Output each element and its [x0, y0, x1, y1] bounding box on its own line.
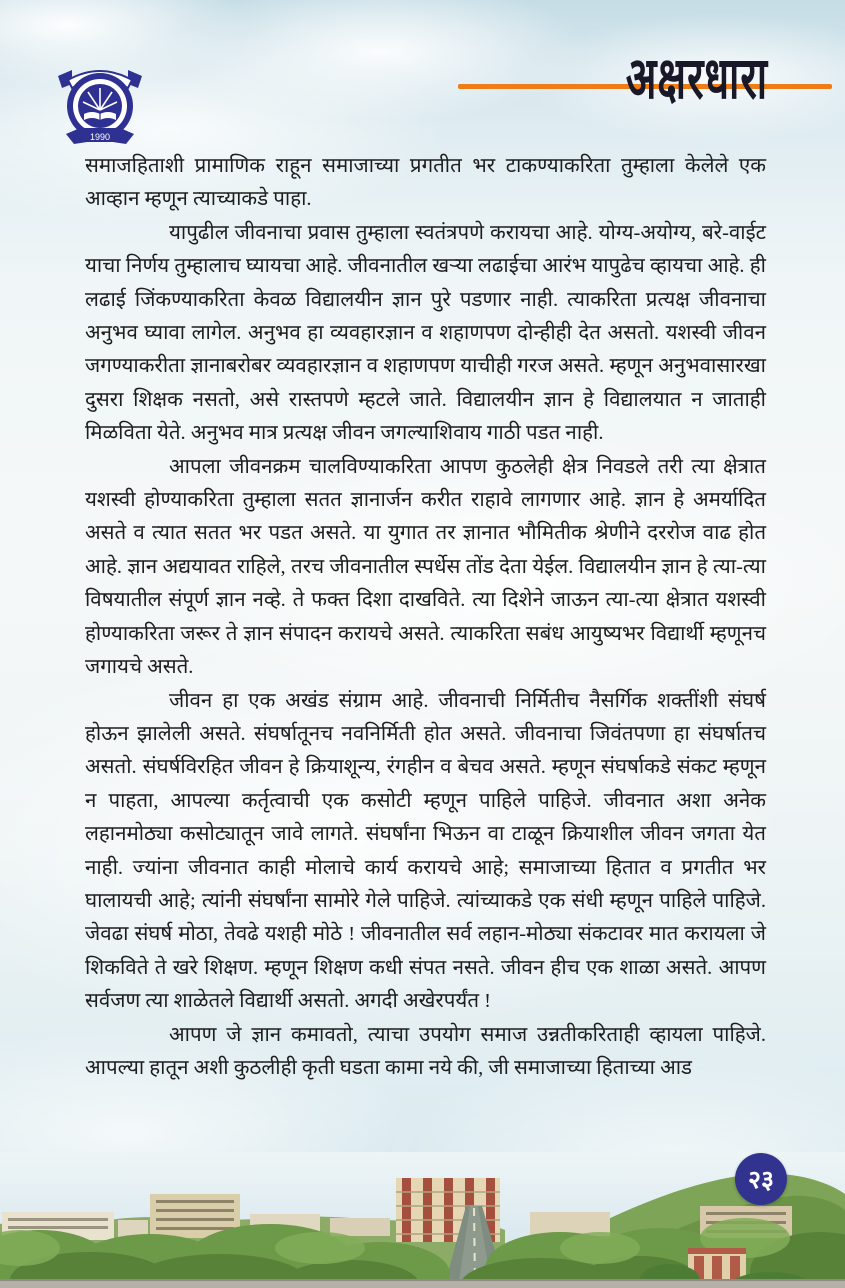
university-emblem-icon: [56, 58, 144, 152]
paragraph: समाजहिताशी प्रामाणिक राहून समाजाच्या प्रगतीत भर टाकण्याकरिता तुम्हाला केलेले एक आव्हान म्हणून त्याच्याकडे पाहा.: [85, 155, 766, 211]
university-logo: [56, 58, 144, 152]
magazine-title: अक्षरधारा: [625, 45, 769, 111]
paragraph: आपला जीवनक्रम चालविण्याकरिता आपण कुठलेही क्षेत्र निवडले तरी त्या क्षेत्रात यशस्वी होण्याकरिता तुम्हाला सतत ज्ञानार्जन करीत राहावे लागणार आहे. ज्ञान हे अमर्यादित असते व त्यात सतत भर पडत असते. या युगात तर ज्ञानात भौमितीक श्रेणीने दररोज वाढ होत आहे. ज्ञान अद्ययावत राहिले, तरच जीवनातील स्पर्धेस तोंड देता येईल. विद्यालयीन ज्ञान हे त्या-त्या विषयातील संपूर्ण ज्ञान नव्हे. ते फक्त दिशा दाखविते. त्या दिशेने जाऊन त्या-त्या क्षेत्रात यशस्वी होण्याकरिता जरूर ते ज्ञान संपादन करायचे असते. त्याकरिता सबंध आयुष्यभर विद्यार्थी म्हणूनच जगायचे असते.: [85, 455, 766, 679]
paragraph: यापुढील जीवनाचा प्रवास तुम्हाला स्वतंत्रपणे करायचा आहे. योग्य-अयोग्य, बरे-वाईट याचा निर्णय तुम्हालाच घ्यायचा आहे. जीवनातील खऱ्या लढाईचा आरंभ यापुढेच व्हायचा आहे. ही लढाई जिंकण्याकरिता केवळ विद्यालयीन ज्ञान पुरे पडणार नाही. त्याकरिता प्रत्यक्ष जीवनाचा अनुभव घ्यावा लागेल. अनुभव हा व्यवहारज्ञान व शहाणपण दोन्हीही देत असतो. यशस्वी जीवन जगण्याकरीता ज्ञानाबरोबर व्यवहारज्ञान व शहाणपण याचीही गरज असते. म्हणून अनुभवासारखा दुसरा शिक्षक नसतो, असे रास्तपणे म्हटले जाते. विद्यालयीन ज्ञान हे विद्यालयात न जाताही मिळविता येते. अनुभव मात्र प्रत्यक्ष जीवन जगल्याशिवाय गाठी पडत नाही.: [85, 221, 766, 445]
campus-photo: [0, 1152, 845, 1288]
logo-year: 1990: [89, 132, 111, 142]
article-text: [85, 150, 766, 1085]
paragraph: जीवन हा एक अखंड संग्राम आहे. जीवनाची निर्मितीच नैसर्गिक शक्तींशी संघर्ष होऊन झालेली असते. संघर्षातूनच नवनिर्मिती होत असते. जीवनाचा जिवंतपणा हा संघर्षातच असतो. संघर्षविरहित जीवन हे क्रियाशून्य, रंगहीन व बेचव असते. म्हणून संघर्षाकडे संकट म्हणून न पाहता, आपल्या कर्तृत्वाची एक कसोटी म्हणून पाहिले पाहिजे. जीवनात अशा अनेक लहानमोठ्या कसोट्यातून जावे लागते. संघर्षांना भिऊन वा टाळून क्रियाशील जीवन जगता येत नाही. ज्यांना जीवनात काही मोलाचे कार्य करायचे आहे; समाजाच्या हितात व प्रगतीत भर घालायची आहे; त्यांनी संघर्षांना सामोरे गेले पाहिजे. त्यांच्याकडे एक संधी म्हणून पाहिले पाहिजे. जेवढा संघर्ष मोठा, तेवढे यशही मोठे ! जीवनातील सर्व लहान-मोठ्या संकटावर मात करायला जे शिकविते ते खरे शिक्षण. म्हणून शिक्षण कधी संपत नसते. जीवन हीच एक शाळा असते. आपण सर्वजण त्या शाळेतले विद्यार्थी असतो. अगदी अखेरपर्यंत !: [85, 689, 766, 1013]
page-number: २३: [747, 1167, 774, 1194]
paragraph: आपण जे ज्ञान कमावतो, त्याचा उपयोग समाज उन्नतीकरिताही व्हायला पाहिजे. आपल्या हातून अशी कुठलीही कृती घडता कामा नये की, जी समाजाच्या हिताच्या आड: [85, 1023, 766, 1079]
campus-landscape-photo: [0, 1152, 845, 1288]
page-number-badge: [735, 1153, 787, 1205]
